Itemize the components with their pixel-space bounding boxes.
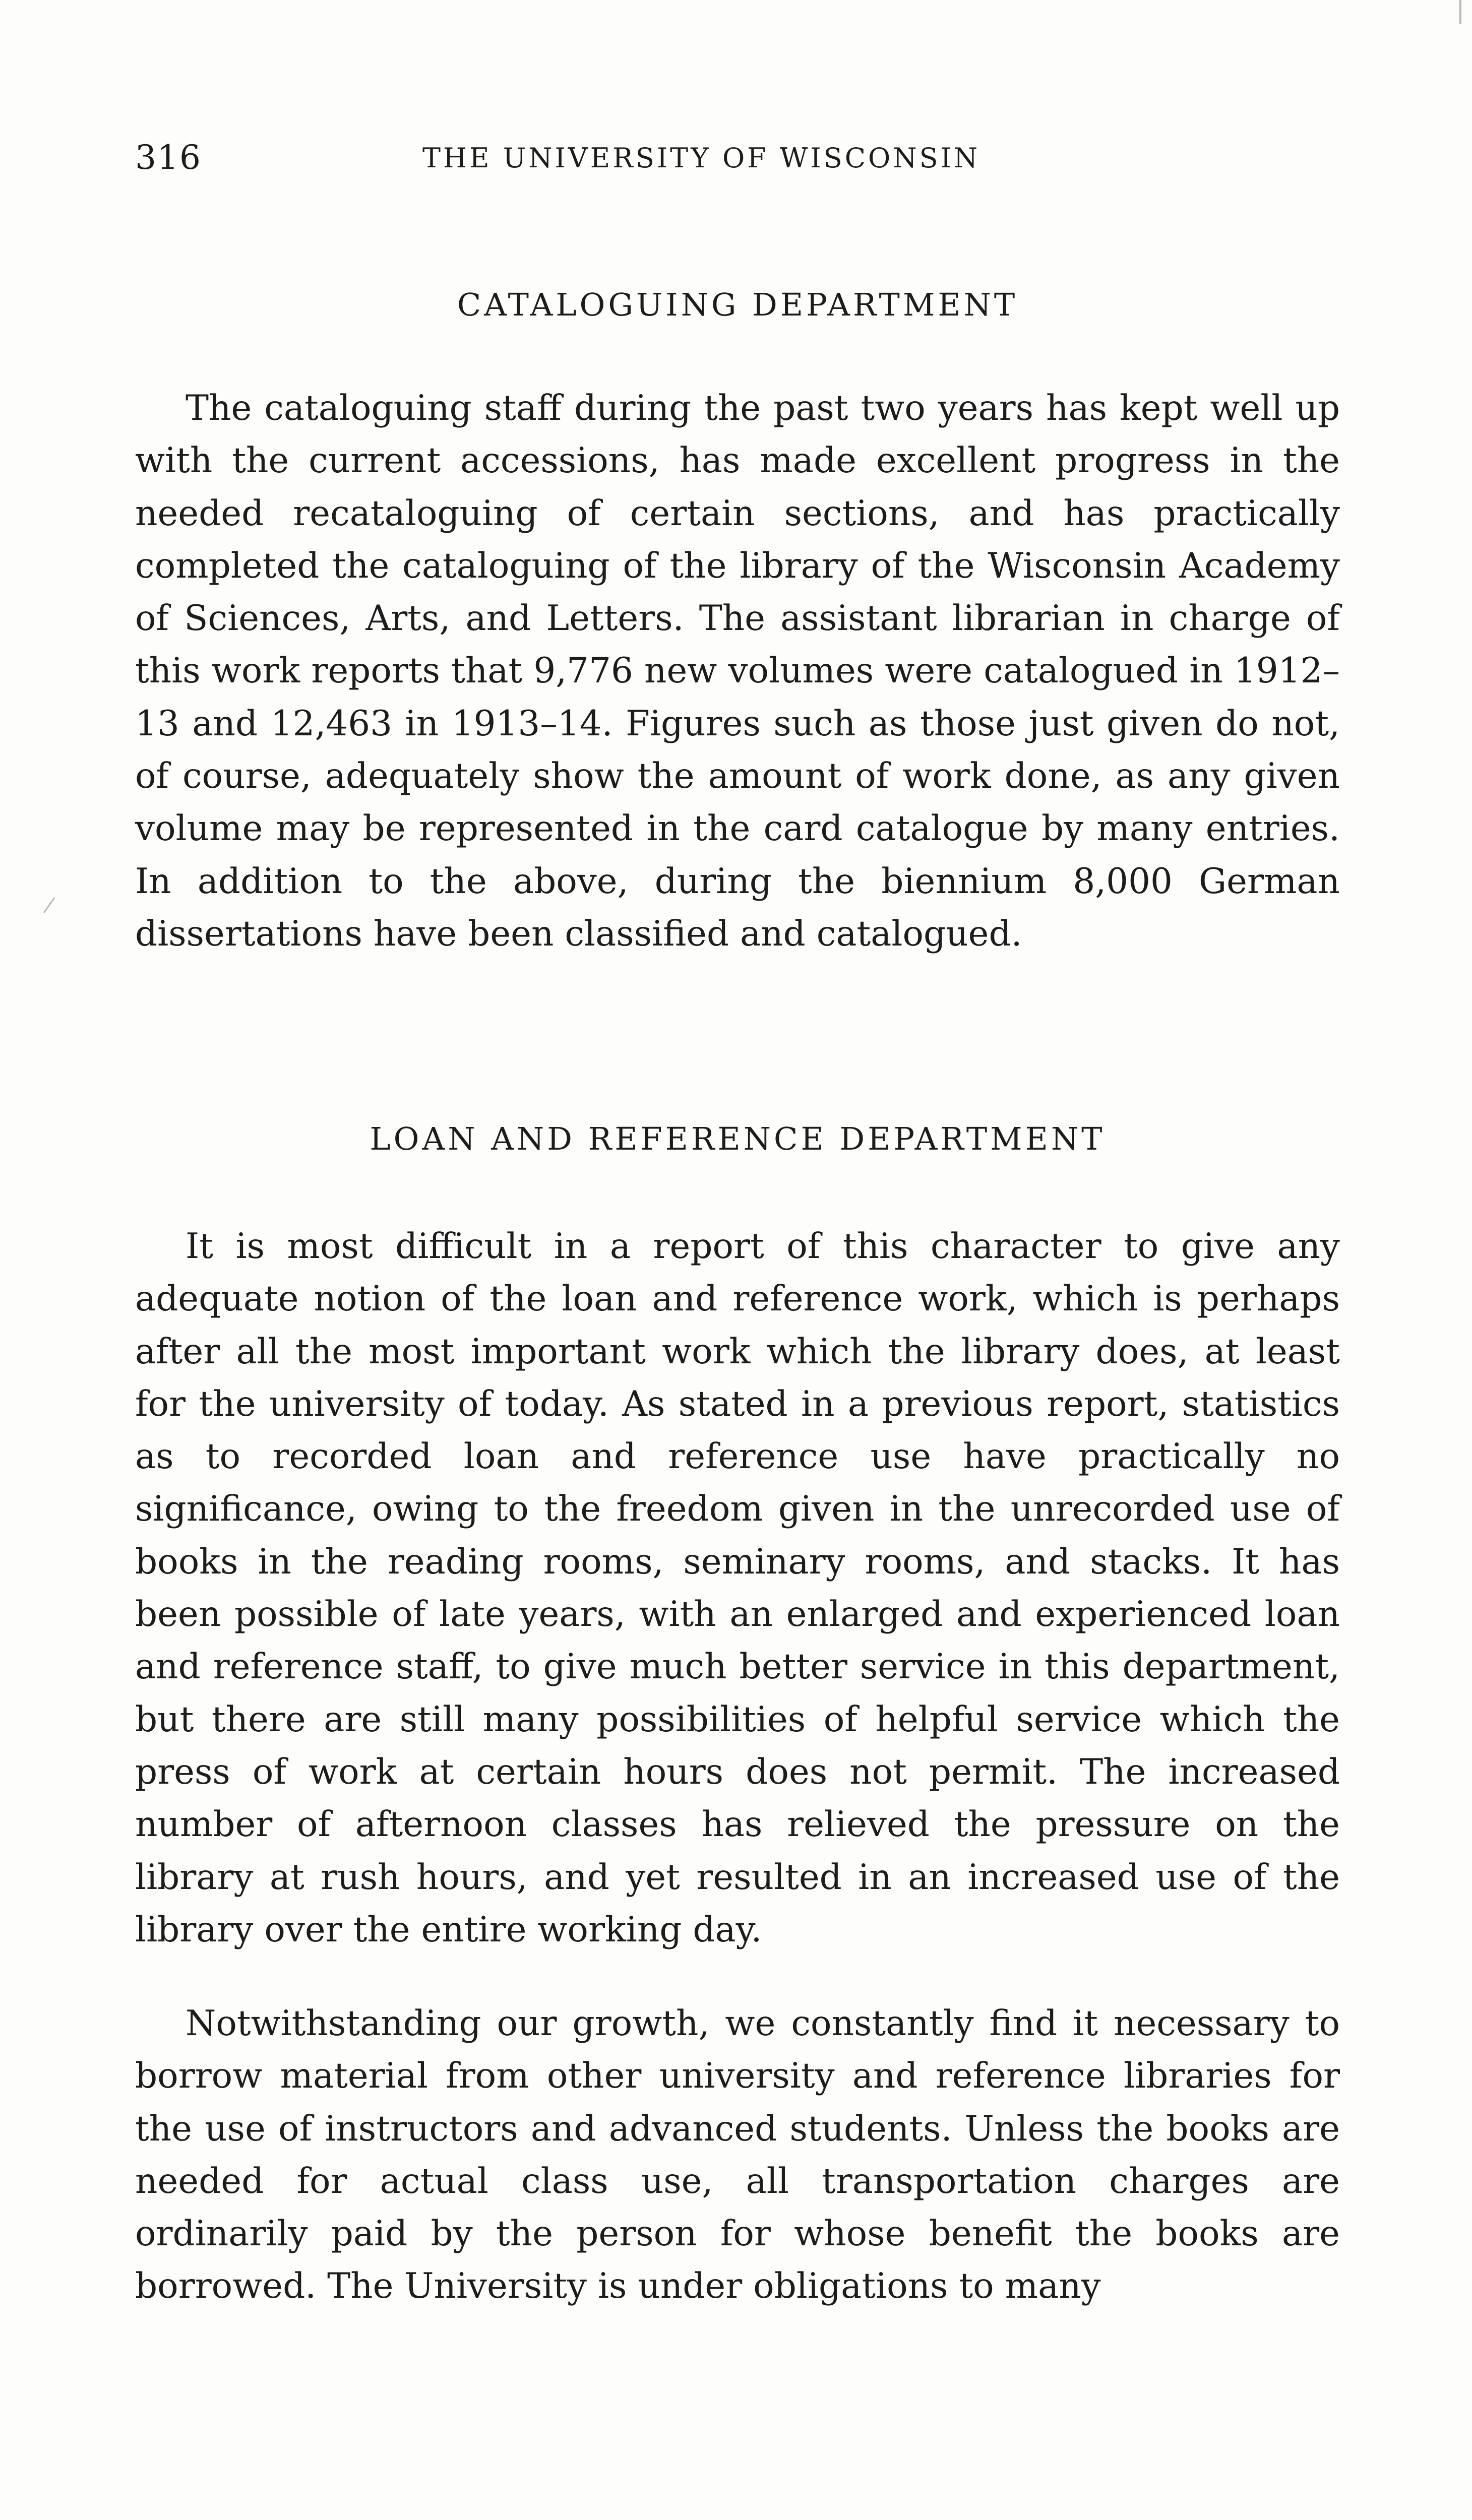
running-head xyxy=(135,135,1340,180)
section-heading-loan-reference: LOAN AND REFERENCE DEPARTMENT xyxy=(370,1120,1106,1157)
section-heading-cataloguing: CATALOGUING DEPARTMENT xyxy=(457,286,1018,323)
page-number: 316 xyxy=(135,138,202,177)
paragraph-cataloguing: The cataloguing staff during the past two years has kept well up with the current accessions, has made excellent progress in the needed recataloguing of certain sections, and has practically completed the cataloguing of the library of the Wisconsin Academy of Sciences, Arts, and Letters. The assistant librarian in charge of this work reports that 9,776 new volumes were catalogued in 1912–13 and 12,463 in 1913–14. Figures such as those just given do not, of course, adequately show the amount of work done, as any given volume may be represented in the card catalogue by many entries. In addition to the above, during the biennium 8,000 German dissertations have been classified and catalogued. xyxy=(135,388,1340,954)
running-title: THE UNIVERSITY OF WISCONSIN xyxy=(422,142,980,174)
scan-edge-mark xyxy=(1459,0,1461,24)
paragraph-loan-reference-1: It is most difficult in a report of this character to give any adequate notion of the loan and reference work, which is perhaps after all the most important work which the library does, at least for the university of today. As stated in a previous report, statistics as to recorded loan and reference use have practically no significance, owing to the freedom given in the unrecorded use of books in the reading rooms, seminary rooms, and stacks. It has been possible of late years, with an enlarged and experienced loan and reference staff, to give much better service in this department, but there are still many possibilities of helpful service which the press of work at certain hours does not permit. The increased number of afternoon classes has relieved the pressure on the library at rush hours, and yet resulted in an increased use of the library over the entire working day. xyxy=(135,1226,1340,1950)
margin-pencil-mark xyxy=(43,897,55,913)
paragraph-loan-reference-2: Notwithstanding our growth, we constantly find it necessary to borrow material from other university and reference libraries for the use of instructors and advanced students. Unless the books are needed for actual class use, all transportation charges are ordinarily paid by the person for whose benefit the books are borrowed. The University is under obligations to many xyxy=(135,2003,1340,2307)
